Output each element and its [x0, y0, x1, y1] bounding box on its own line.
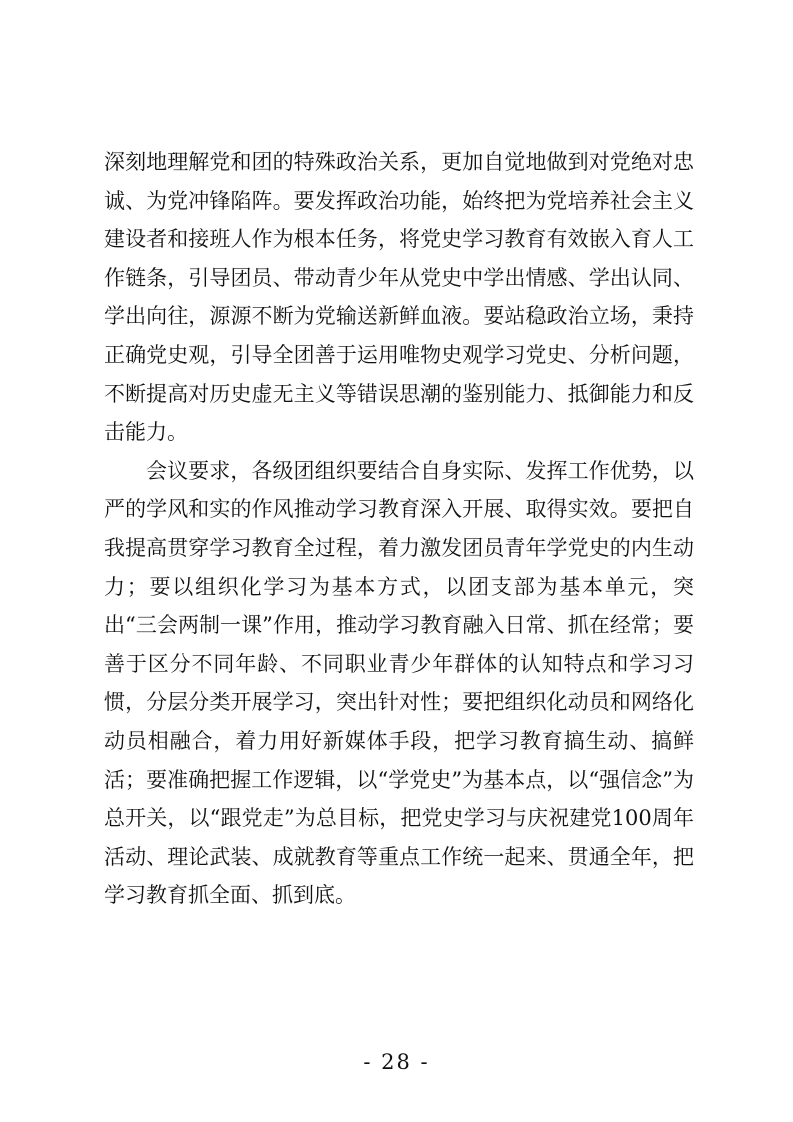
paragraph-meeting-requirements: 会议要求，各级团组织要结合自身实际、发挥工作优势，以严的学风和实的作风推动学习教育深入开展、取得实效。要把自我提高贯穿学习教育全过程，着力激发团员青年学党史的内生动力；要以组织化学习为基本方式，以团支部为基本单元，突出“三会两制一课”作用，推动学习教育融入日常、抓在经常；要善于区分不同年龄、不同职业青少年群体的认知特点和学习习惯，分层分类开展学习，突出针对性；要把组织化动员和网络化动员相融合，着力用好新媒体手段，把学习教育搞生动、搞鲜活；要准确把握工作逻辑，以“学党史”为基本点，以“强信念”为总开关，以“跟党走”为总目标，把党史学习与庆祝建党100周年活动、理论武装、成就教育等重点工作统一起来、贯通全年，把学习教育抓全面、抓到底。 [104, 458, 694, 908]
page-number: - 28 - [363, 1050, 430, 1074]
document-body [104, 143, 694, 915]
paragraph-continued: 深刻地理解党和团的特殊政治关系，更加自觉地做到对党绝对忠诚、为党冲锋陷阵。要发挥政治功能，始终把为党培养社会主义建设者和接班人作为根本任务，将党史学习教育有效嵌入育人工作链条，引导团员、带动青少年从党史中学出情感、学出认同、学出向往，源源不断为党输送新鲜血液。要站稳政治立场，秉持正确党史观，引导全团善于运用唯物史观学习党史、分析问题，不断提高对历史虚无主义等错误思潮的鉴别能力、抵御能力和反击能力。 [104, 150, 694, 445]
